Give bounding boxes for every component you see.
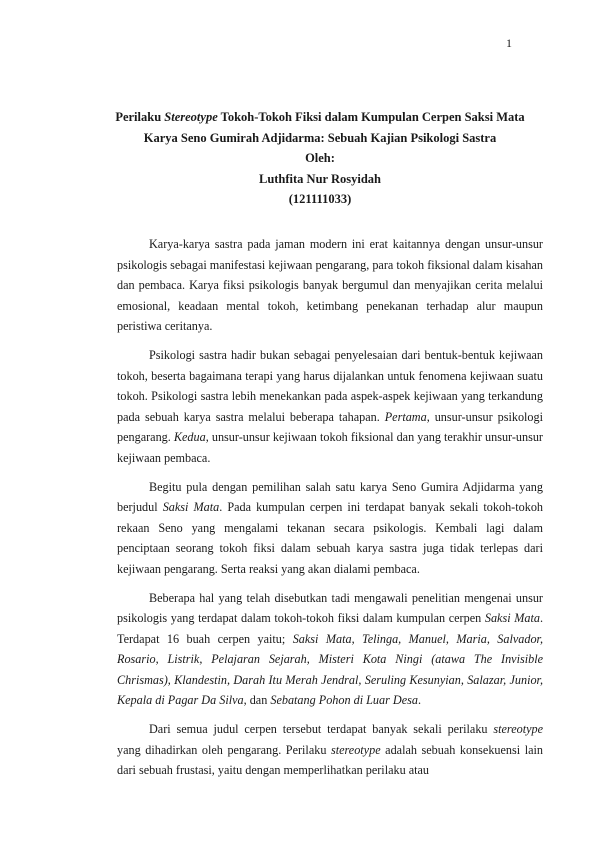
paragraph-3	[117, 477, 543, 580]
paragraph-2	[117, 345, 543, 469]
title-italic-term: Stereotype	[164, 110, 218, 124]
paragraph-4	[117, 588, 543, 712]
text-run: Dari semua judul cerpen tersebut terdapat banyak sekali perilaku	[149, 722, 494, 737]
text-run: , unsur-unsur psikologi pengarang.	[117, 409, 543, 445]
italic-run: Kedua	[173, 430, 206, 445]
title-text-a: Perilaku	[115, 110, 165, 124]
text-run: .	[417, 693, 422, 708]
italic-run: Saksi Mata	[162, 500, 220, 515]
italic-run: Saksi Mata, Telinga, Manuel, Maria, Salvador, Rosario, Listrik, Pelajaran Sejarah, Misteri Kota Ningi (atawa The Invisible Chrismas), Klandestin, Darah Itu Merah Jendral, Seruling Kesunyian, Salazar, Junior, Kepala di Pagar Da Silva	[117, 631, 543, 708]
author-name: Luthfita Nur Rosyidah	[258, 171, 382, 186]
paragraph-1: Karya-karya sastra pada jaman modern ini erat kaitannya dengan unsur-unsur psikologis sebagai manifestasi kejiwaan pengarang, para tokoh fiksional dalam kisahan dan pembaca. Karya fiksi psikologis banyak bergumul dan menyajikan cerita melalui emosional, keadaan mental tokoh, ketimbang penekanan terhadap alur maupun peristiwa ceritanya.	[117, 237, 543, 334]
text-run: , dan	[243, 693, 271, 708]
text-run: . Terdapat 16 buah cerpen yaitu;	[117, 611, 544, 646]
text-run: , unsur-unsur kejiwaan tokoh fiksional dan yang terakhir unsur-unsur kejiwaan pembaca.	[117, 430, 543, 465]
text-run: Begitu pula dengan pemilihan salah satu karya Seno Gumira Adjidarma yang berjudul	[117, 479, 543, 515]
italic-run: Saksi Mata	[484, 611, 540, 626]
author-prefix: Oleh:	[305, 151, 335, 165]
title-text-b: Tokoh-Tokoh Fiksi dalam Kumpulan Cerpen Saksi Mata	[217, 110, 525, 124]
text-run: Beberapa hal yang telah disebutkan tadi mengawali penelitian mengenai unsur psikologis yang terdapat dalam tokoh-tokoh fiksi dalam kumpulan cerpen	[117, 590, 543, 626]
student-id: (121111033)	[288, 192, 352, 206]
title-line-2: Karya Seno Gumirah Adjidarma: Sebuah Kajian Psikologi Sastra	[143, 130, 497, 145]
italic-run: stereotype	[493, 722, 543, 737]
text-run: adalah sebuah konsekuensi lain dari sebuah frustasi, yaitu dengan memperlihatkan perilaku atau	[117, 742, 543, 778]
page-number: 1	[506, 36, 512, 50]
italic-run: Pertama	[384, 409, 427, 424]
paragraph-5	[117, 719, 543, 781]
italic-run: stereotype	[330, 742, 381, 757]
title-line-1	[100, 107, 540, 128]
document-title-block	[100, 107, 540, 210]
text-run: yang dihadirkan oleh pengarang. Perilaku	[117, 742, 331, 757]
text-run: . Pada kumpulan cerpen ini terdapat banyak sekali tokoh-tokoh rekaan Seno yang mengalami tekanan secara psikologis. Kembali lagi dalam penciptaan seorang tokoh fiksi dalam sebuah karya sastra juga tidak terlepas dari kejiwaan pengarang. Serta reaksi yang akan dialami pembaca.	[117, 500, 544, 576]
document-body	[117, 234, 543, 781]
italic-run: Sebatang Pohon di Luar Desa	[270, 693, 418, 708]
text-run: Psikologi sastra hadir bukan sebagai penyelesaian dari bentuk-bentuk kejiwaan tokoh, beserta bagaimana terapi yang harus dijalankan untuk fenomena kejiwaan suatu tokoh. Psikologi sastra lebih menekankan pada aspek-aspek kejiwaan yang terkandung pada sebuah karya sastra melalui beberapa tahapan.	[117, 347, 543, 424]
